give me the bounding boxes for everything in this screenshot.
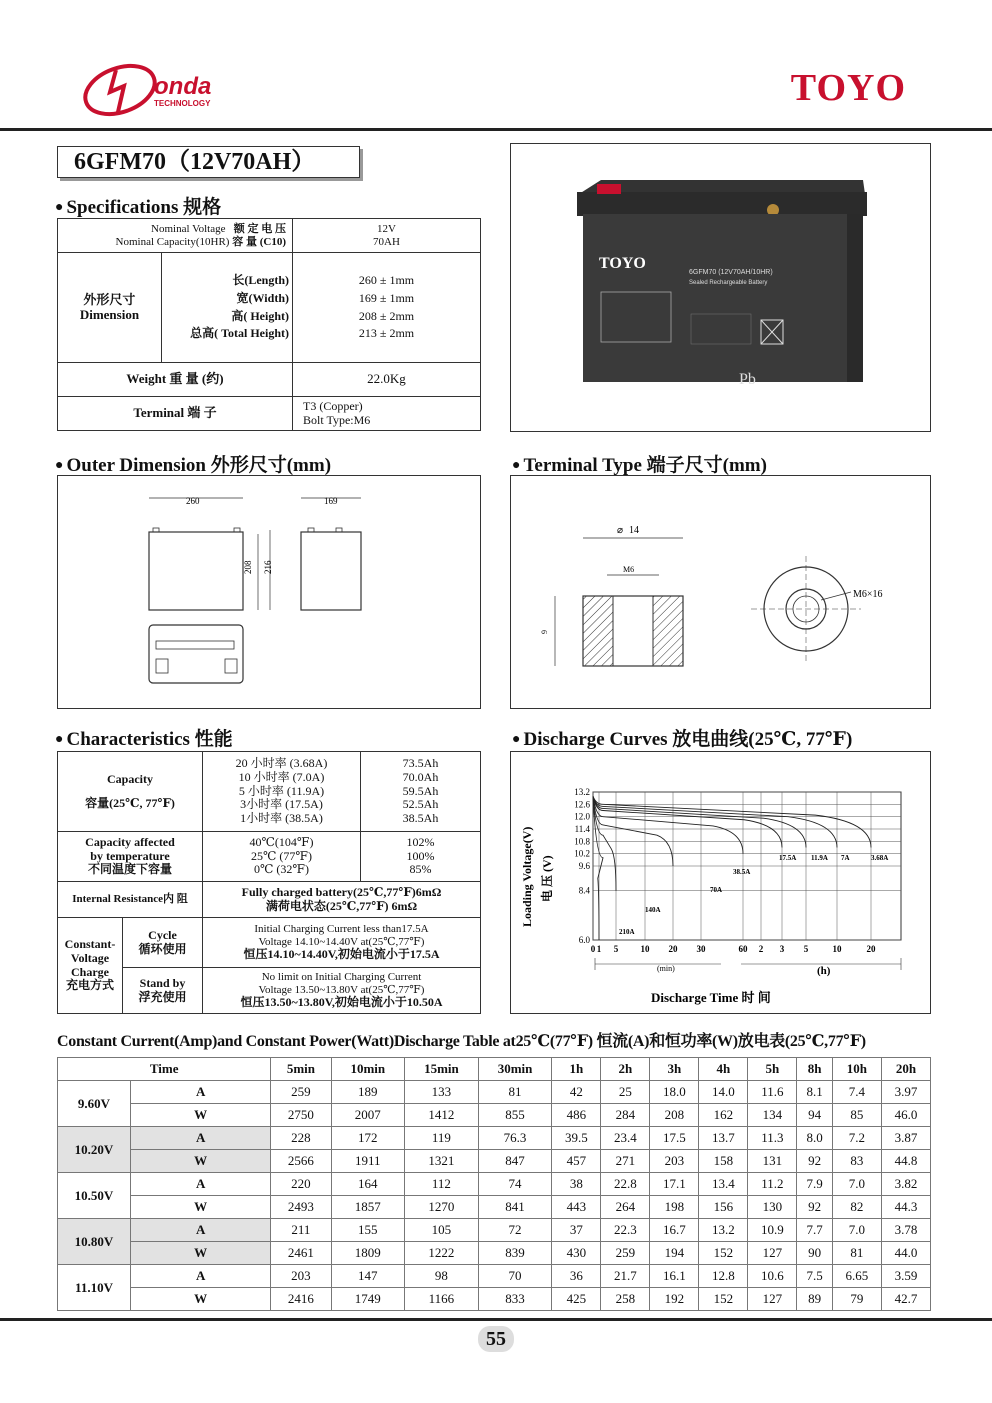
series-label: 70A	[710, 886, 723, 894]
value-cell: 38	[552, 1173, 601, 1196]
value-cell: 7.4	[832, 1081, 881, 1104]
svg-text:216: 216	[263, 560, 273, 574]
value-cell: 72	[478, 1219, 552, 1242]
svg-text:TECHNOLOGY: TECHNOLOGY	[154, 99, 211, 108]
x-tick-label: 30	[696, 944, 706, 954]
value-cell: 134	[748, 1104, 797, 1127]
brand-logo: TOYO	[790, 67, 906, 109]
value-cell: 119	[405, 1127, 479, 1150]
table-row	[58, 1081, 931, 1104]
value-cell: 155	[331, 1219, 405, 1242]
value-cell: 2461	[271, 1242, 331, 1265]
value-cell: 1412	[405, 1104, 479, 1127]
value-cell: 7.2	[832, 1127, 881, 1150]
value-cell: 13.4	[699, 1173, 748, 1196]
x-tick-label: 20	[866, 944, 876, 954]
svg-text:M6×16: M6×16	[853, 589, 883, 600]
value-cell: 1857	[331, 1196, 405, 1219]
series-label: 210A	[619, 928, 635, 936]
unit-cell: A	[131, 1173, 271, 1196]
value-cell: 192	[650, 1288, 699, 1311]
value-cell: 39.5	[552, 1127, 601, 1150]
value-cell: 7.5	[797, 1265, 833, 1288]
table-row	[58, 1265, 931, 1288]
value-cell: 457	[552, 1150, 601, 1173]
svg-text:M6: M6	[623, 565, 635, 574]
value-cell: 11.3	[748, 1127, 797, 1150]
value-cell: 839	[478, 1242, 552, 1265]
terminal-type-drawing	[511, 476, 932, 710]
model-title: 6GFM70（12V70AH）	[57, 146, 360, 178]
y-tick-label: 6.0	[578, 935, 590, 945]
discharge-curve	[593, 796, 837, 847]
voltage-cell: 11.10V	[58, 1265, 131, 1311]
voltage-cell: 9.60V	[58, 1081, 131, 1127]
value-cell: 1222	[405, 1242, 479, 1265]
value-cell: 8.1	[797, 1081, 833, 1104]
value-cell: 172	[331, 1127, 405, 1150]
value-cell: 156	[699, 1196, 748, 1219]
value-cell: 147	[331, 1265, 405, 1288]
value-cell: 79	[832, 1288, 881, 1311]
value-cell: 1809	[331, 1242, 405, 1265]
value-cell: 44.3	[881, 1196, 930, 1219]
outer-dimension-drawing-frame	[57, 475, 481, 709]
value-cell: 17.5	[650, 1127, 699, 1150]
value-cell: 94	[797, 1104, 833, 1127]
series-label: 17.5A	[779, 854, 797, 862]
value-cell: 10.6	[748, 1265, 797, 1288]
svg-text:TOYO: TOYO	[599, 255, 646, 272]
y-tick-label: 9.6	[578, 861, 590, 871]
y-tick-label: 12.0	[574, 811, 590, 822]
value-cell: 162	[699, 1104, 748, 1127]
value-cell: 259	[271, 1081, 331, 1104]
x-tick-label: 20	[668, 944, 678, 954]
value-cell: 425	[552, 1288, 601, 1311]
value-cell: 271	[601, 1150, 650, 1173]
value-cell: 90	[797, 1242, 833, 1265]
value-cell: 42	[552, 1081, 601, 1104]
discharge-curve	[593, 796, 871, 847]
svg-text:208: 208	[243, 560, 253, 574]
value-cell: 2007	[331, 1104, 405, 1127]
series-label: 11.9A	[811, 854, 828, 862]
svg-text:onda: onda	[154, 73, 212, 100]
x-tick-label: 5	[613, 944, 619, 954]
y-tick-label: 10.8	[574, 836, 590, 847]
value-cell: 259	[601, 1242, 650, 1265]
discharge-table	[57, 1057, 931, 1311]
value-cell: 112	[405, 1173, 479, 1196]
discharge-curve	[593, 796, 603, 940]
series-label: 3.68A	[871, 854, 889, 862]
value-cell: 203	[271, 1265, 331, 1288]
value-cell: 2750	[271, 1104, 331, 1127]
unit-cell: W	[131, 1288, 271, 1311]
value-cell: 23.4	[601, 1127, 650, 1150]
value-cell: 443	[552, 1196, 601, 1219]
value-cell: 1911	[331, 1150, 405, 1173]
table-row	[58, 1196, 931, 1219]
value-cell: 2566	[271, 1150, 331, 1173]
value-cell: 847	[478, 1150, 552, 1173]
value-cell: 3.78	[881, 1219, 930, 1242]
svg-text:14: 14	[629, 525, 639, 536]
value-cell: 25	[601, 1081, 650, 1104]
value-cell: 85	[832, 1104, 881, 1127]
value-cell: 158	[699, 1150, 748, 1173]
value-cell: 46.0	[881, 1104, 930, 1127]
value-cell: 10.9	[748, 1219, 797, 1242]
value-cell: 44.0	[881, 1242, 930, 1265]
unit-cell: A	[131, 1127, 271, 1150]
table-row	[58, 1150, 931, 1173]
time-col-header: 1h	[552, 1058, 601, 1081]
characteristics-table: Capacity 容量(25℃, 77℉) 20 小时率 (3.68A) 10 小时率 (7.0A) 5 小时率 (11.9A) 3小时率 (17.5A) 1小时率 (38.5A) 73.5Ah 70.0Ah 59.5Ah 52.5Ah 38.5Ah Capacity affected by temperature 不同温度下容量 40℃(104℉) 25℃ (77℉) 0℃ (32℉) 102% 100% 85% Internal Resistance内 阻 Fully charged battery(25℃,77℉)6mΩ 满荷电状态(25℃,77℉) 6mΩ Constant- Voltage Charge 充电方式 Cycle 循环使用 Initial Charging Current less than17.5A Voltage 14.10~14.40V at(25℃,77℉) 恒压14.10~14.40V,初始电流小于17.5A Stand by 浮充使用 No limit on Initial Charging Current Voltage 13.50~13.80V at(25℃,77℉) 恒压13.50~13.80V,初始电流小于10.50A	[57, 751, 481, 1014]
value-cell: 92	[797, 1196, 833, 1219]
svg-text:⌀: ⌀	[617, 525, 624, 536]
value-cell: 203	[650, 1150, 699, 1173]
time-col-header: 4h	[699, 1058, 748, 1081]
value-cell: 70	[478, 1265, 552, 1288]
unit-cell: W	[131, 1196, 271, 1219]
voltage-cell: 10.50V	[58, 1173, 131, 1219]
unit-cell: W	[131, 1104, 271, 1127]
unit-h: (h)	[817, 965, 831, 977]
value-cell: 44.8	[881, 1150, 930, 1173]
value-cell: 198	[650, 1196, 699, 1219]
table-row	[58, 1104, 931, 1127]
specifications-table: Nominal Voltage 额 定 电 压 Nominal Capacity(10HR) 容 量 (C10) 12V 70AH 外形尺寸 Dimension 长(Length) 宽(Width) 高( Height) 总高( Total Height) 260 ± 1mm 169 ± 1mm 208 ± 2mm 213 ± 2mm Weight 重 量 (约) 22.0Kg Terminal 端 子 T3 (Copper) Bolt Type:M6	[57, 218, 481, 431]
x-tick-label: 60	[738, 944, 748, 954]
value-cell: 258	[601, 1288, 650, 1311]
y-tick-label: 10.2	[574, 848, 590, 859]
value-cell: 131	[748, 1150, 797, 1173]
value-cell: 16.7	[650, 1219, 699, 1242]
value-cell: 127	[748, 1242, 797, 1265]
value-cell: 2493	[271, 1196, 331, 1219]
value-cell: 1749	[331, 1288, 405, 1311]
value-cell: 833	[478, 1288, 552, 1311]
value-cell: 164	[331, 1173, 405, 1196]
footer-rule	[0, 1318, 992, 1321]
value-cell: 74	[478, 1173, 552, 1196]
time-col-header: 8h	[797, 1058, 833, 1081]
value-cell: 3.59	[881, 1265, 930, 1288]
chart-ylabel-cn: 电 压 (V)	[540, 855, 554, 902]
value-cell: 841	[478, 1196, 552, 1219]
unit-cell: W	[131, 1242, 271, 1265]
time-header: Time	[58, 1058, 271, 1081]
battery-photo-frame	[510, 143, 931, 432]
value-cell: 11.6	[748, 1081, 797, 1104]
series-label: 140A	[645, 906, 661, 914]
value-cell: 133	[405, 1081, 479, 1104]
value-cell: 22.3	[601, 1219, 650, 1242]
value-cell: 7.0	[832, 1219, 881, 1242]
x-tick-label: 10	[640, 944, 650, 954]
table-row	[58, 1127, 931, 1150]
time-col-header: 5h	[748, 1058, 797, 1081]
outer-dimension-drawing	[58, 476, 482, 710]
value-cell: 42.7	[881, 1288, 930, 1311]
value-cell: 486	[552, 1104, 601, 1127]
table-row	[58, 1173, 931, 1196]
value-cell: 82	[832, 1196, 881, 1219]
unit-cell: W	[131, 1150, 271, 1173]
time-col-header: 3h	[650, 1058, 699, 1081]
value-cell: 284	[601, 1104, 650, 1127]
value-cell: 1270	[405, 1196, 479, 1219]
value-cell: 1321	[405, 1150, 479, 1173]
value-cell: 130	[748, 1196, 797, 1219]
battery-photo	[511, 144, 932, 433]
value-cell: 7.7	[797, 1219, 833, 1242]
time-col-header: 15min	[405, 1058, 479, 1081]
time-col-header: 30min	[478, 1058, 552, 1081]
value-cell: 13.7	[699, 1127, 748, 1150]
value-cell: 264	[601, 1196, 650, 1219]
value-cell: 83	[832, 1150, 881, 1173]
discharge-curves-frame	[510, 751, 931, 1014]
value-cell: 430	[552, 1242, 601, 1265]
value-cell: 11.2	[748, 1173, 797, 1196]
value-cell: 8.0	[797, 1127, 833, 1150]
header-rule	[0, 128, 992, 131]
unit-cell: A	[131, 1081, 271, 1104]
value-cell: 98	[405, 1265, 479, 1288]
time-col-header: 5min	[271, 1058, 331, 1081]
page-number: 55	[478, 1326, 514, 1352]
svg-text:169: 169	[324, 496, 338, 506]
value-cell: 92	[797, 1150, 833, 1173]
sonda-logo	[80, 52, 240, 122]
value-cell: 81	[478, 1081, 552, 1104]
value-cell: 194	[650, 1242, 699, 1265]
unit-min: (min)	[657, 964, 675, 973]
value-cell: 18.0	[650, 1081, 699, 1104]
discharge-table-title: Constant Current(Amp)and Constant Power(Watt)Discharge Table at25℃(77℉) 恒流(A)和恒功率(W)放电表(25℃,77℉)	[57, 1033, 866, 1050]
value-cell: 76.3	[478, 1127, 552, 1150]
value-cell: 3.97	[881, 1081, 930, 1104]
value-cell: 36	[552, 1265, 601, 1288]
value-cell: 152	[699, 1242, 748, 1265]
time-col-header: 20h	[881, 1058, 930, 1081]
discharge-curves-chart	[511, 752, 932, 1015]
time-col-header: 10min	[331, 1058, 405, 1081]
voltage-cell: 10.20V	[58, 1127, 131, 1173]
value-cell: 17.1	[650, 1173, 699, 1196]
value-cell: 3.82	[881, 1173, 930, 1196]
x-tick-label: 10	[832, 944, 842, 954]
x-tick-label: 1	[596, 944, 602, 954]
value-cell: 12.8	[699, 1265, 748, 1288]
value-cell: 37	[552, 1219, 601, 1242]
discharge-curve	[593, 796, 782, 847]
table-row	[58, 1219, 931, 1242]
chart-ylabel-en: Loading Voltage(V)	[520, 826, 534, 927]
x-tick-label: 2	[758, 944, 764, 954]
outer-dimension-title: ● Outer Dimension 外形尺寸(mm)	[55, 455, 332, 476]
value-cell: 3.87	[881, 1127, 930, 1150]
value-cell: 105	[405, 1219, 479, 1242]
value-cell: 7.0	[832, 1173, 881, 1196]
value-cell: 2416	[271, 1288, 331, 1311]
series-label: 7A	[841, 854, 850, 862]
y-tick-label: 8.4	[578, 885, 590, 896]
specifications-title: ● Specifications 规格	[55, 197, 222, 218]
value-cell: 13.2	[699, 1219, 748, 1242]
terminal-type-title: ● Terminal Type 端子尺寸(mm)	[512, 455, 767, 476]
value-cell: 152	[699, 1288, 748, 1311]
value-cell: 1166	[405, 1288, 479, 1311]
value-cell: 228	[271, 1127, 331, 1150]
svg-text:9: 9	[540, 630, 549, 634]
value-cell: 14.0	[699, 1081, 748, 1104]
table-row	[58, 1242, 931, 1265]
discharge-curves-title: ● Discharge Curves 放电曲线(25℃, 77℉)	[512, 729, 853, 750]
value-cell: 6.65	[832, 1265, 881, 1288]
value-cell: 16.1	[650, 1265, 699, 1288]
svg-text:Pb: Pb	[739, 371, 756, 388]
terminal-type-drawing-frame	[510, 475, 931, 709]
unit-cell: A	[131, 1265, 271, 1288]
chart-xlabel: Discharge Time 时 间	[651, 990, 771, 1005]
x-tick-label: 3	[779, 944, 785, 954]
value-cell: 7.9	[797, 1173, 833, 1196]
value-cell: 22.8	[601, 1173, 650, 1196]
y-tick-label: 13.2	[574, 787, 590, 797]
time-col-header: 10h	[832, 1058, 881, 1081]
x-tick-label: 5	[803, 944, 809, 954]
svg-text:260: 260	[186, 496, 200, 506]
value-cell: 211	[271, 1219, 331, 1242]
time-col-header: 2h	[601, 1058, 650, 1081]
characteristics-title: ● Characteristics 性能	[55, 729, 233, 750]
value-cell: 89	[797, 1288, 833, 1311]
y-tick-label: 11.4	[574, 824, 590, 834]
unit-cell: A	[131, 1219, 271, 1242]
svg-text:Sealed Rechargeable Battery: Sealed Rechargeable Battery	[689, 280, 768, 286]
table-row	[58, 1288, 931, 1311]
value-cell: 220	[271, 1173, 331, 1196]
value-cell: 855	[478, 1104, 552, 1127]
voltage-cell: 10.80V	[58, 1219, 131, 1265]
discharge-curve	[593, 796, 806, 847]
value-cell: 21.7	[601, 1265, 650, 1288]
value-cell: 127	[748, 1288, 797, 1311]
value-cell: 81	[832, 1242, 881, 1265]
series-label: 38.5A	[733, 868, 751, 876]
value-cell: 208	[650, 1104, 699, 1127]
svg-text:6GFM70 (12V70AH/10HR): 6GFM70 (12V70AH/10HR)	[689, 269, 773, 276]
value-cell: 189	[331, 1081, 405, 1104]
y-tick-label: 12.6	[574, 799, 590, 810]
x-tick-label: 0	[590, 944, 596, 954]
